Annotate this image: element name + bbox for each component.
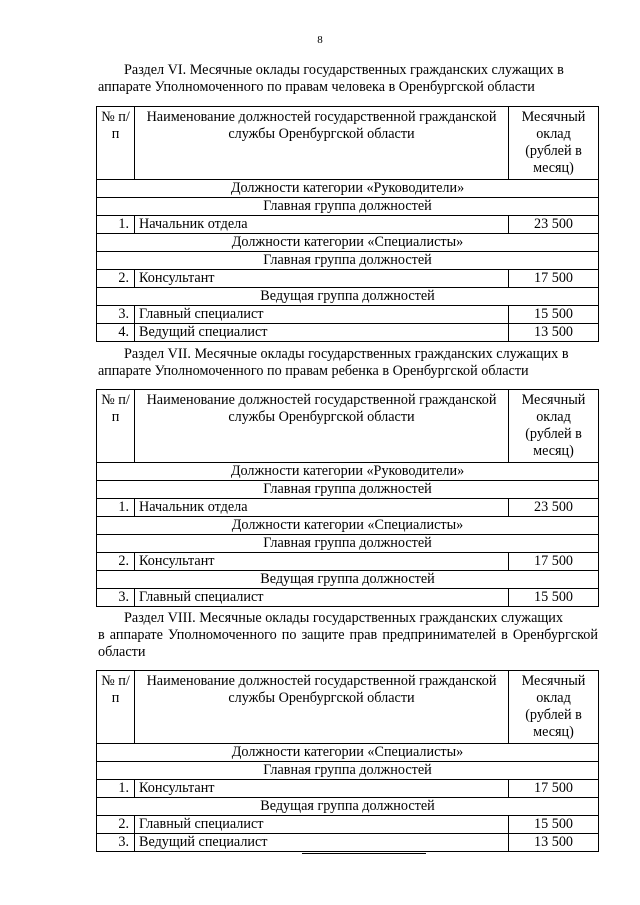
header-salary: Месячный оклад (рублей в месяц)	[509, 390, 599, 463]
header-salary: Месячный оклад (рублей в месяц)	[509, 107, 599, 180]
row-number: 2.	[97, 816, 135, 834]
group-label: Должности категории «Руководители»	[97, 180, 599, 198]
group-row	[97, 463, 599, 481]
group-row	[97, 762, 599, 780]
section-title-7	[98, 346, 598, 380]
table-row	[97, 816, 599, 834]
group-row	[97, 234, 599, 252]
section-title-line1: Раздел VII. Месячные оклады государственных гражданских служащих в	[124, 346, 569, 362]
group-label: Ведущая группа должностей	[97, 571, 599, 589]
group-row	[97, 744, 599, 762]
salary-value: 23 500	[509, 216, 599, 234]
table-body	[97, 463, 599, 607]
group-label: Ведущая группа должностей	[97, 798, 599, 816]
row-number: 1.	[97, 499, 135, 517]
salary-value: 13 500	[509, 834, 599, 852]
section-title-line2: аппарате Уполномоченного по правам ребенка в Оренбургской области	[98, 363, 529, 379]
salary-table-6	[96, 106, 599, 342]
position-name: Начальник отдела	[135, 499, 509, 517]
table-row	[97, 834, 599, 852]
salary-value: 15 500	[509, 306, 599, 324]
row-number: 4.	[97, 324, 135, 342]
salary-value: 17 500	[509, 780, 599, 798]
table-row	[97, 270, 599, 288]
position-name: Консультант	[135, 780, 509, 798]
position-name: Главный специалист	[135, 816, 509, 834]
table-header-row	[97, 107, 599, 180]
page-number: 8	[317, 34, 323, 46]
header-name: Наименование должностей государственной гражданской службы Оренбургской области	[135, 390, 509, 463]
group-label: Должности категории «Специалисты»	[97, 744, 599, 762]
header-num: № п/п	[97, 390, 135, 463]
row-number: 3.	[97, 589, 135, 607]
section-title-line2: в аппарате Уполномоченного по защите прав предпринимателей в Оренбургской области	[98, 627, 598, 660]
table-row	[97, 499, 599, 517]
group-label: Главная группа должностей	[97, 252, 599, 270]
header-num: № п/п	[97, 671, 135, 744]
table-row	[97, 553, 599, 571]
position-name: Ведущий специалист	[135, 834, 509, 852]
group-row	[97, 288, 599, 306]
position-name: Главный специалист	[135, 306, 509, 324]
table-row	[97, 589, 599, 607]
salary-table-8	[96, 670, 599, 852]
section-title-line1: Раздел VIII. Месячные оклады государственных гражданских служащих	[124, 610, 563, 626]
group-row	[97, 517, 599, 535]
group-row	[97, 180, 599, 198]
position-name: Главный специалист	[135, 589, 509, 607]
table-body	[97, 180, 599, 342]
position-name: Консультант	[135, 553, 509, 571]
group-row	[97, 198, 599, 216]
row-number: 3.	[97, 306, 135, 324]
group-label: Главная группа должностей	[97, 535, 599, 553]
table-header-row	[97, 671, 599, 744]
header-num: № п/п	[97, 107, 135, 180]
table-row	[97, 216, 599, 234]
group-label: Должности категории «Руководители»	[97, 463, 599, 481]
group-label: Главная группа должностей	[97, 198, 599, 216]
footer-divider	[302, 853, 426, 854]
salary-value: 17 500	[509, 553, 599, 571]
group-label: Главная группа должностей	[97, 762, 599, 780]
group-row	[97, 481, 599, 499]
header-salary: Месячный оклад (рублей в месяц)	[509, 671, 599, 744]
table-row	[97, 306, 599, 324]
row-number: 3.	[97, 834, 135, 852]
group-label: Должности категории «Специалисты»	[97, 517, 599, 535]
section-title-line2: аппарате Уполномоченного по правам человека в Оренбургской области	[98, 79, 535, 95]
row-number: 1.	[97, 780, 135, 798]
group-label: Главная группа должностей	[97, 481, 599, 499]
position-name: Начальник отдела	[135, 216, 509, 234]
group-label: Должности категории «Специалисты»	[97, 234, 599, 252]
position-name: Ведущий специалист	[135, 324, 509, 342]
section-title-6	[98, 62, 598, 96]
section-title-8	[98, 610, 598, 661]
salary-value: 15 500	[509, 816, 599, 834]
position-name: Консультант	[135, 270, 509, 288]
salary-value: 13 500	[509, 324, 599, 342]
group-label: Ведущая группа должностей	[97, 288, 599, 306]
group-row	[97, 535, 599, 553]
salary-value: 15 500	[509, 589, 599, 607]
row-number: 1.	[97, 216, 135, 234]
row-number: 2.	[97, 270, 135, 288]
salary-table-7	[96, 389, 599, 607]
table-header-row	[97, 390, 599, 463]
table-row	[97, 324, 599, 342]
row-number: 2.	[97, 553, 135, 571]
header-name: Наименование должностей государственной гражданской службы Оренбургской области	[135, 107, 509, 180]
section-title-line1: Раздел VI. Месячные оклады государственных гражданских служащих в	[124, 62, 564, 78]
header-name: Наименование должностей государственной гражданской службы Оренбургской области	[135, 671, 509, 744]
table-body	[97, 744, 599, 852]
salary-value: 17 500	[509, 270, 599, 288]
salary-value: 23 500	[509, 499, 599, 517]
group-row	[97, 798, 599, 816]
group-row	[97, 571, 599, 589]
table-row	[97, 780, 599, 798]
group-row	[97, 252, 599, 270]
